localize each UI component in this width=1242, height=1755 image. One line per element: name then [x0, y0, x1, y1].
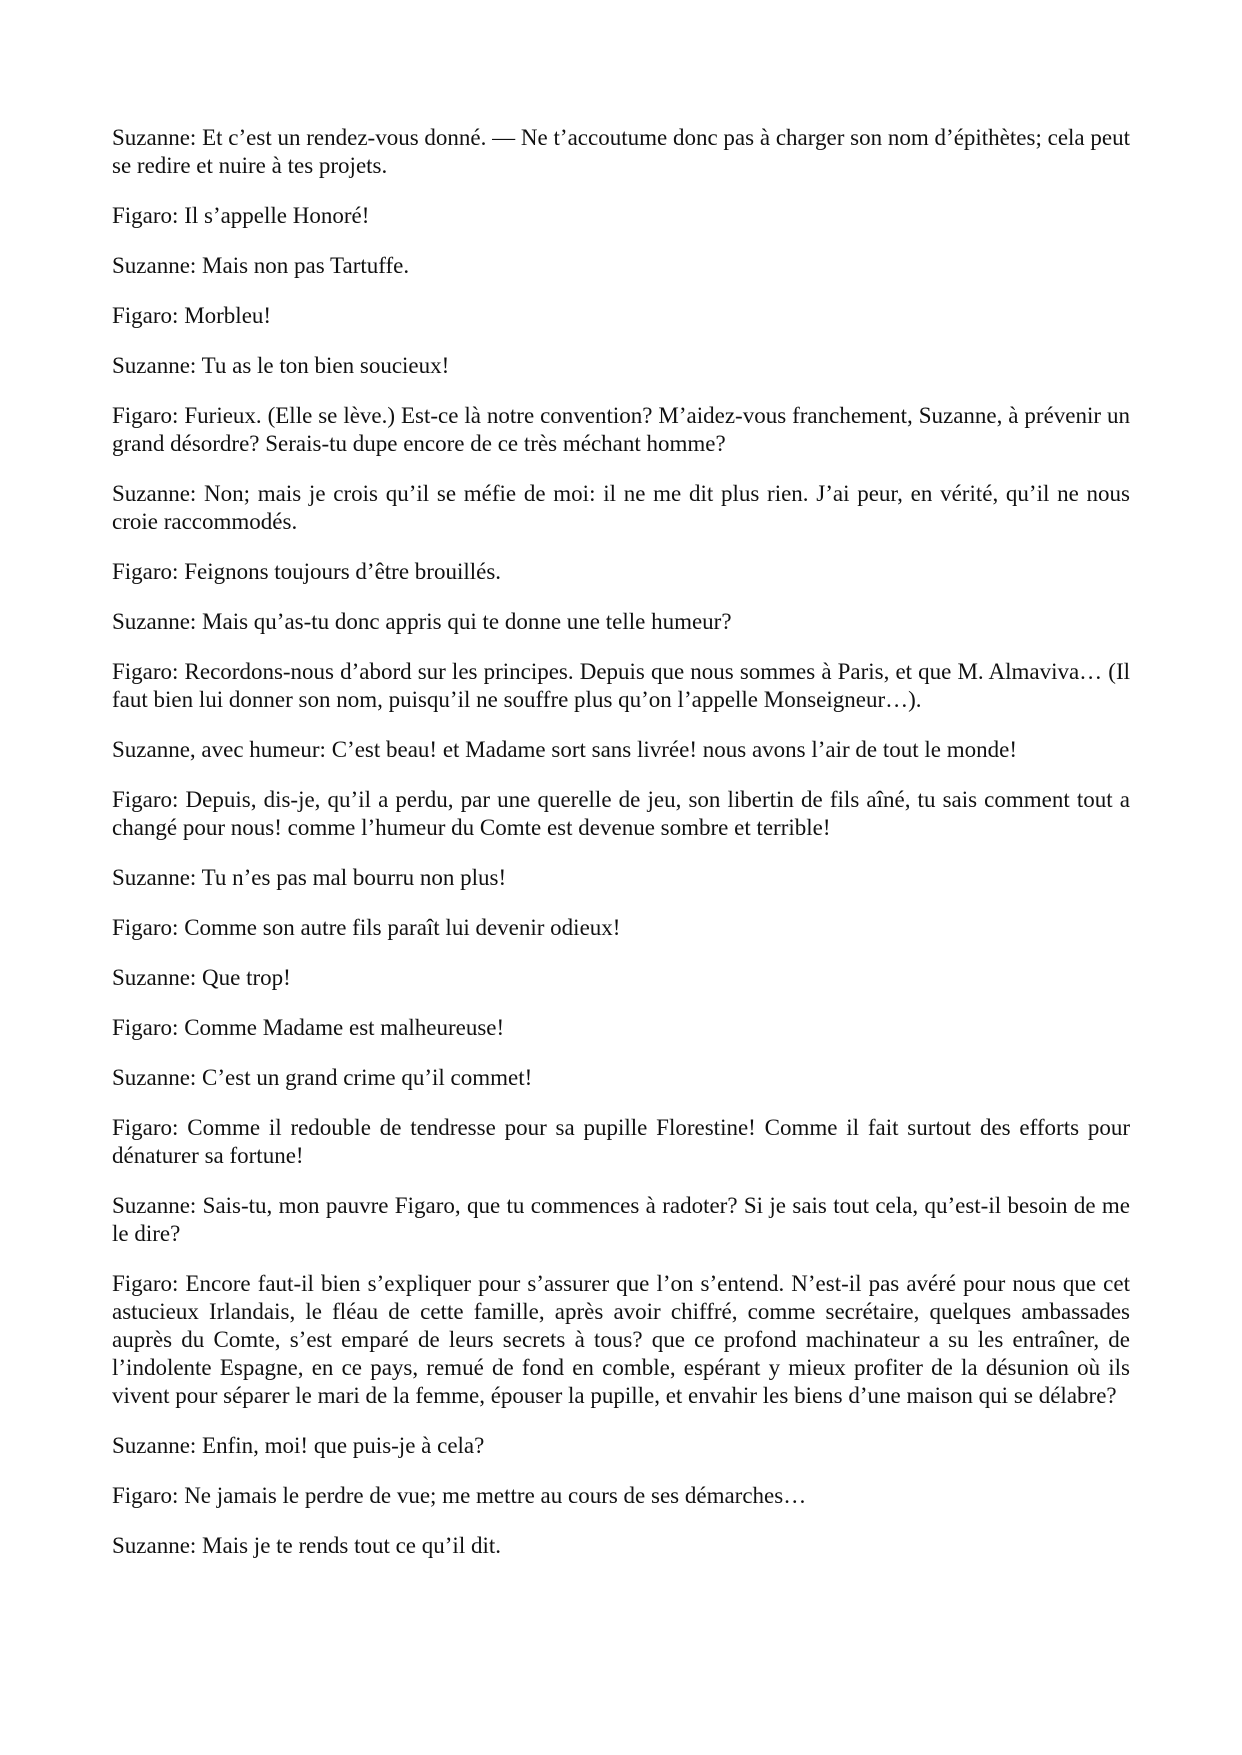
dialogue-paragraph: Suzanne: Sais-tu, mon pauvre Figaro, que tu commences à radoter? Si je sais tout cela, qu’est-il besoin de me le dire?	[112, 1193, 1130, 1246]
dialogue-paragraph: Suzanne: Mais non pas Tartuffe.	[112, 253, 410, 278]
dialogue-paragraph: Suzanne: Et c’est un rendez-vous donné. — Ne t’accoutume donc pas à charger son nom d’épithètes; cela peut se redire et nuire à tes projets.	[112, 125, 1130, 178]
dialogue-paragraph: Suzanne: Mais je te rends tout ce qu’il dit.	[112, 1533, 501, 1558]
dialogue-paragraph: Figaro: Feignons toujours d’être brouillés.	[112, 559, 502, 584]
dialogue-paragraph: Suzanne: Que trop!	[112, 965, 291, 990]
dialogue-paragraph: Figaro: Comme son autre fils paraît lui devenir odieux!	[112, 915, 621, 940]
dialogue-paragraph: Figaro: Comme il redouble de tendresse pour sa pupille Florestine! Comme il fait surtout des efforts pour dénaturer sa fortune!	[112, 1115, 1130, 1168]
dialogue-paragraph: Suzanne: C’est un grand crime qu’il commet!	[112, 1065, 533, 1090]
dialogue-paragraph: Figaro: Recordons-nous d’abord sur les principes. Depuis que nous sommes à Paris, et que M. Almaviva… (Il faut bien lui donner son nom, puisqu’il ne souffre plus qu’on l’appelle Monseigneur…).	[112, 659, 1130, 712]
dialogue-paragraph: Figaro: Comme Madame est malheureuse!	[112, 1015, 505, 1040]
dialogue-paragraph: Suzanne: Mais qu’as-tu donc appris qui te donne une telle humeur?	[112, 609, 732, 634]
dialogue-paragraph: Figaro: Depuis, dis-je, qu’il a perdu, par une querelle de jeu, son libertin de fils aîné, tu sais comment tout a changé pour nous! comme l’humeur du Comte est devenue sombre et terrible!	[112, 787, 1130, 840]
dialogue-paragraph: Figaro: Il s’appelle Honoré!	[112, 203, 370, 228]
dialogue-paragraph: Suzanne: Tu n’es pas mal bourru non plus!	[112, 865, 507, 890]
dialogue-paragraph: Suzanne: Enfin, moi! que puis-je à cela?	[112, 1433, 485, 1458]
dialogue-paragraph: Suzanne: Non; mais je crois qu’il se méfie de moi: il ne me dit plus rien. J’ai peur, en vérité, qu’il ne nous croie raccommodés.	[112, 481, 1130, 534]
dialogue-paragraph: Suzanne, avec humeur: C’est beau! et Madame sort sans livrée! nous avons l’air de tout le monde!	[112, 737, 1018, 762]
dialogue-paragraph: Figaro: Furieux. (Elle se lève.) Est-ce là notre convention? M’aidez-vous franchement, Suzanne, à prévenir un grand désordre? Serais-tu dupe encore de ce très méchant homme?	[112, 403, 1130, 456]
document-page	[112, 124, 1130, 1582]
dialogue-paragraph: Suzanne: Tu as le ton bien soucieux!	[112, 353, 450, 378]
dialogue-paragraph: Figaro: Ne jamais le perdre de vue; me mettre au cours de ses démarches…	[112, 1483, 807, 1508]
dialogue-paragraph: Figaro: Encore faut-il bien s’expliquer pour s’assurer que l’on s’entend. N’est-il pas avéré pour nous que cet astucieux Irlandais, le fléau de cette famille, après avoir chiffré, comme secrétaire, quelques ambassades auprès du Comte, s’est emparé de leurs secrets à tous? que ce profond machinateur a su les entraîner, de l’indolente Espagne, en ce pays, remué de fond en comble, espérant y mieux profiter de la désunion où ils vivent pour séparer le mari de la femme, épouser la pupille, et envahir les biens d’une maison qui se délabre?	[112, 1271, 1130, 1408]
dialogue-paragraph: Figaro: Morbleu!	[112, 303, 272, 328]
